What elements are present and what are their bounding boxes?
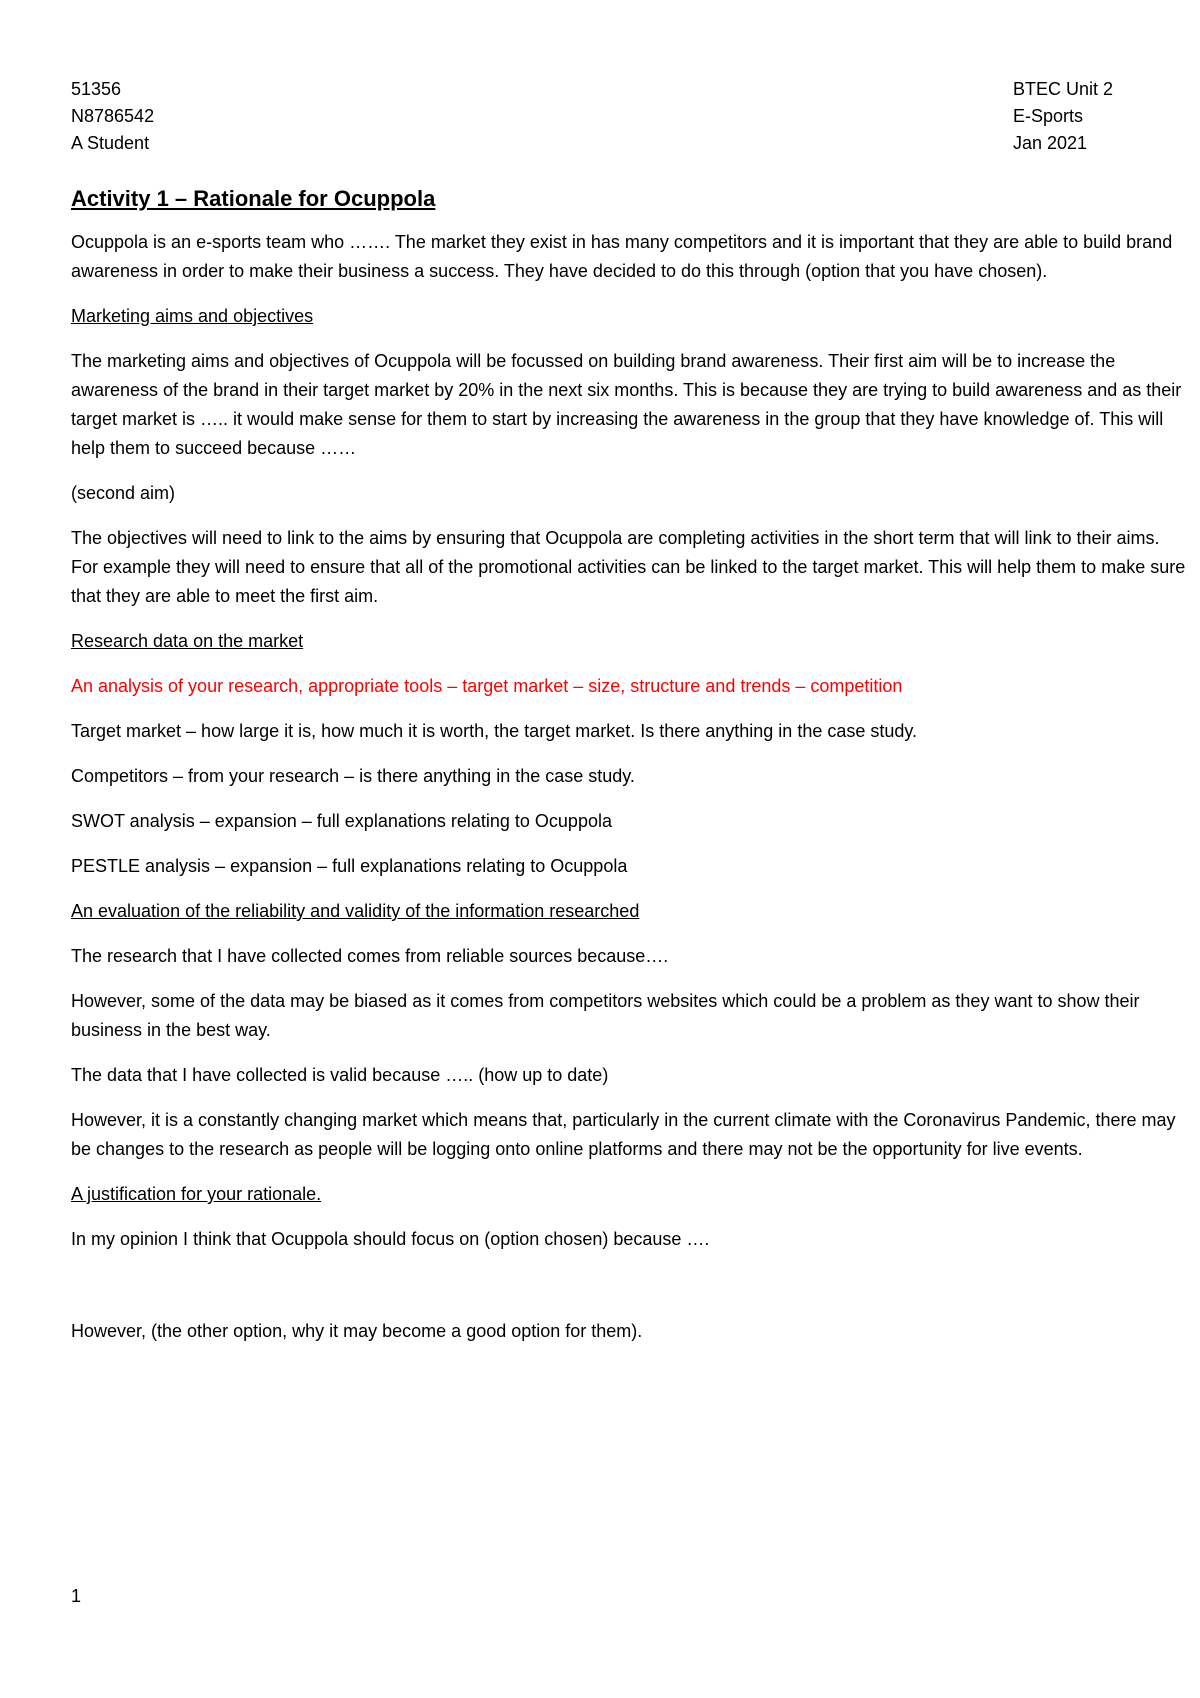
pestle-paragraph: PESTLE analysis – expansion – full explanations relating to Ocuppola (71, 856, 628, 876)
subject: E-Sports (1013, 106, 1084, 126)
intro-paragraph: Ocuppola is an e-sports team who ……. The market they exist in has many competitors and it is important that they are able to build brand awareness in order to make their business a success. They have decided to do this through (option that you have chosen). (71, 232, 1173, 281)
second-aim-paragraph: (second aim) (71, 483, 176, 503)
candidate-number: 51356 (71, 79, 122, 99)
header-left-block (71, 76, 154, 157)
evaluation-heading: An evaluation of the reliability and validity of the information researched (71, 901, 640, 921)
target-market-paragraph: Target market – how large it is, how much it is worth, the target market. Is there anything in the case study. (71, 721, 918, 741)
blank-line (71, 1270, 1189, 1317)
justification-heading: A justification for your rationale. (71, 1184, 322, 1204)
student-id: N8786542 (71, 106, 155, 126)
objectives-paragraph: The objectives will need to link to the aims by ensuring that Ocuppola are completing activities in the short term that will link to their aims. For example they will need to ensure that all of the promotional activities can be linked to the target market. This will help them to make sure that they are able to meet the first aim. (71, 528, 1186, 606)
other-option-paragraph: However, (the other option, why it may become a good option for them). (71, 1321, 643, 1341)
document-body (71, 185, 1189, 1362)
biased-paragraph: However, some of the data may be biased as it comes from competitors websites which could be a problem as they want to show their business in the best way. (71, 991, 1140, 1040)
marketing-aims-heading: Marketing aims and objectives (71, 306, 314, 326)
marketing-aims-paragraph: The marketing aims and objectives of Ocuppola will be focussed on building brand awareness. Their first aim will be to increase the awareness of the brand in their target market by 20% in the next six months. This is because they are trying to build awareness and as their target market is ….. it would make sense for them to start by increasing the awareness in the group that they have knowledge of. This will help them to succeed because …… (71, 351, 1182, 458)
competitors-paragraph: Competitors – from your research – is there anything in the case study. (71, 766, 635, 786)
header-right-block (1013, 76, 1113, 157)
research-instruction: An analysis of your research, appropriate tools – target market – size, structure and trends – competition (71, 676, 903, 696)
valid-paragraph: The data that I have collected is valid because ….. (how up to date) (71, 1065, 609, 1085)
date: Jan 2021 (1013, 133, 1088, 153)
changing-market-paragraph: However, it is a constantly changing market which means that, particularly in the current climate with the Coronavirus Pandemic, there may be changes to the research as people will be logging onto online platforms and there may not be the opportunity for live events. (71, 1110, 1176, 1159)
swot-paragraph: SWOT analysis – expansion – full explanations relating to Ocuppola (71, 811, 612, 831)
research-data-heading: Research data on the market (71, 631, 304, 651)
reliable-paragraph: The research that I have collected comes from reliable sources because…. (71, 946, 669, 966)
page-title: Activity 1 – Rationale for Ocuppola (71, 186, 436, 211)
opinion-paragraph: In my opinion I think that Ocuppola should focus on (option chosen) because …. (71, 1229, 710, 1249)
page-number: 1 (71, 1586, 82, 1606)
student-name: A Student (71, 133, 150, 153)
unit-title: BTEC Unit 2 (1013, 79, 1114, 99)
